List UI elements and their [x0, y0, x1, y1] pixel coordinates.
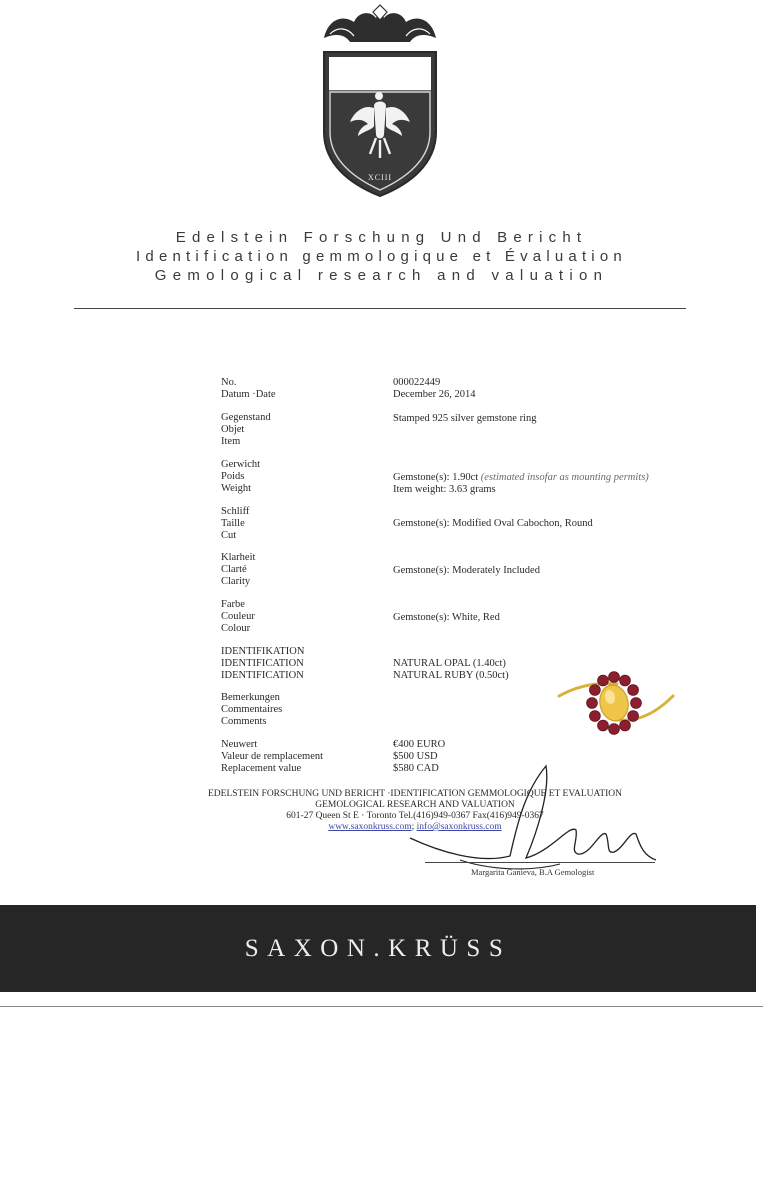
label-ident-de: IDENTIFIKATION [221, 646, 305, 657]
label-clarity-en: Clarity [221, 576, 251, 587]
value-weight [393, 472, 649, 484]
signature-line [425, 862, 655, 863]
footer-address: 601-27 Queen St E · Toronto Tel.(416)949-0367 Fax(416)949-0367 [286, 811, 544, 821]
ruby-stone [628, 711, 639, 722]
ruby-stone [598, 720, 609, 731]
ring-photo [557, 656, 675, 748]
value-weight-note: (estimated insofar as mounting permits) [480, 472, 649, 483]
bottom-divider [0, 1006, 763, 1007]
value-item: Stamped 925 silver gemstone ring [393, 413, 537, 424]
label-weight-fr: Poids [221, 471, 245, 482]
ruby-stone [590, 685, 601, 696]
ruby-stone [620, 675, 631, 686]
ruby-stone [631, 698, 642, 709]
ruby-stone [590, 711, 601, 722]
brand-name: SAXON.KRÜSS [244, 935, 512, 962]
value-cad: $580 CAD [393, 763, 439, 774]
label-item-en: Item [221, 436, 241, 447]
label-cut-de: Schliff [221, 506, 250, 517]
header-english: Gemological research and valuation [154, 267, 609, 284]
value-weight-gem: Gemstone(s): 1.90ct [393, 472, 479, 483]
label-cut-fr: Taille [221, 518, 245, 529]
label-ident-en: IDENTIFICATION [221, 670, 304, 681]
label-no: No. [221, 377, 237, 388]
value-colour: Gemstone(s): White, Red [393, 612, 500, 623]
label-colour-de: Farbe [221, 599, 245, 610]
value-date: December 26, 2014 [393, 389, 476, 400]
value-ident-ruby: NATURAL RUBY (0.50ct) [393, 670, 509, 681]
label-weight-en: Weight [221, 483, 252, 494]
opal-stone [597, 682, 632, 723]
header-divider [74, 308, 686, 309]
footer-tagline: GEMOLOGICAL RESEARCH AND VALUATION [315, 800, 515, 810]
label-weight-de: Gerwicht [221, 459, 261, 470]
label-clarity-de: Klarheit [221, 552, 256, 563]
ruby-stone [609, 724, 620, 735]
email-link[interactable]: info@saxonkruss.com [416, 822, 502, 832]
label-value-en: Replacement value [221, 763, 302, 774]
brand-band [0, 905, 756, 992]
footer-company: EDELSTEIN FORSCHUNG UND BERICHT ·IDENTIFICATION GEMMOLOGIQUE ET EVALUATION [207, 789, 623, 799]
label-date: Datum ·Date [221, 389, 276, 400]
ruby-stone [628, 685, 639, 696]
label-ident-fr: IDENTIFICATION [221, 658, 304, 669]
label-item-fr: Objet [221, 424, 245, 435]
crest-logo [318, 4, 442, 202]
label-remarks-en: Comments [221, 716, 267, 727]
label-remarks-de: Bemerkungen [221, 692, 280, 703]
label-remarks-fr: Commentaires [221, 704, 283, 715]
value-item-weight: Item weight: 3.63 grams [393, 484, 496, 495]
value-clarity: Gemstone(s): Moderately Included [393, 565, 540, 576]
label-value-fr: Valeur de remplacement [221, 751, 324, 762]
header-german: Edelstein Forschung Und Bericht [175, 229, 588, 246]
label-value-de: Neuwert [221, 739, 258, 750]
signer-name: Margarita Ganieva, B.A Gemologist [471, 867, 595, 877]
value-ident-opal: NATURAL OPAL (1.40ct) [393, 658, 506, 669]
ruby-stone [598, 675, 609, 686]
label-item-de: Gegenstand [221, 412, 271, 423]
value-no: 000022449 [393, 377, 441, 388]
value-eur: €400 EURO [393, 739, 446, 750]
crest-text: XCIII [367, 173, 393, 182]
header-french: Identification gemmologique et Évaluation [136, 248, 627, 265]
label-colour-en: Colour [221, 623, 251, 634]
label-cut-en: Cut [221, 530, 237, 541]
label-clarity-fr: Clarté [221, 564, 247, 575]
value-cut: Gemstone(s): Modified Oval Cabochon, Round [393, 518, 593, 529]
website-link[interactable]: www.saxonkruss.com [328, 822, 412, 832]
label-colour-fr: Couleur [221, 611, 255, 622]
footer-links: www.saxonkruss.com; info@saxonkruss.com [328, 822, 502, 832]
ruby-stone [620, 720, 631, 731]
ruby-stone [587, 698, 598, 709]
ruby-stone [609, 672, 620, 683]
value-usd: $500 USD [393, 751, 438, 762]
